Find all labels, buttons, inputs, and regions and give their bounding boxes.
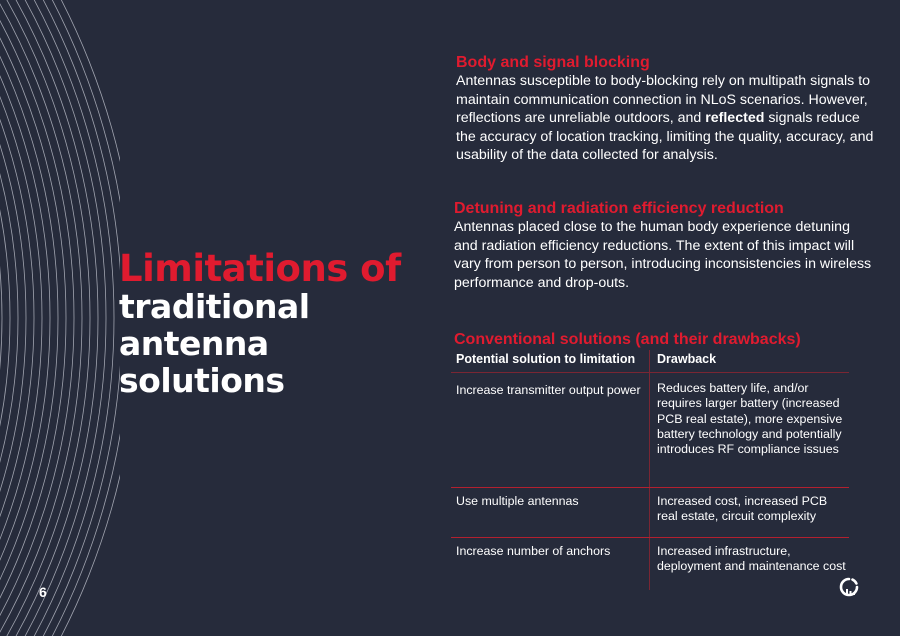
decorative-arc <box>0 0 2 636</box>
table-cell-drawback: Increased infrastructure, deployment and maintenance cost <box>657 544 846 574</box>
table-cell-drawback: Increased cost, increased PCB real estate, circuit complexity <box>657 494 828 524</box>
table-cell-solution: Increase transmitter output power <box>451 373 650 487</box>
section-body-blocking <box>456 54 876 165</box>
decorative-arc <box>0 0 114 636</box>
page-title-line-4: solutions <box>119 361 285 400</box>
body-text: Antennas susceptible to body-blocking rely on multipath signals to maintain communication connection in NLoS scenarios. However, reflections are unreliable outdoors, and <box>456 73 871 127</box>
decorative-arc <box>0 0 98 636</box>
decorative-arc <box>0 0 82 636</box>
table-row <box>451 373 849 488</box>
table-row <box>451 488 849 538</box>
section-title: Detuning and radiation efficiency reduction <box>454 200 784 217</box>
body-bold-text: reflected <box>705 110 765 127</box>
decorative-arc <box>0 0 34 636</box>
decorative-arc <box>0 0 42 636</box>
page-title <box>119 247 401 400</box>
solutions-table <box>451 350 849 590</box>
section-body <box>456 72 876 165</box>
page-title-line-3: antenna <box>119 324 269 363</box>
decorative-arcs <box>0 0 120 636</box>
body-text: signals reduce the accuracy of location tracking, limiting the quality, accuracy, and usability of the data collected for analysis. <box>456 110 874 164</box>
section-title: Conventional solutions (and their drawbacks) <box>454 331 801 348</box>
page-title-line-1: Limitations of <box>119 247 401 290</box>
table-header-row <box>451 350 849 373</box>
decorative-arc <box>0 0 58 636</box>
section-title: Body and signal blocking <box>456 54 650 71</box>
decorative-arc <box>0 0 74 636</box>
decorative-arc <box>0 0 10 636</box>
table-cell-solution: Increase number of anchors <box>451 538 650 590</box>
table-header-drawback: Drawback <box>657 352 717 366</box>
table-cell-solution: Use multiple antennas <box>451 488 650 537</box>
decorative-arc <box>0 0 26 636</box>
page-number: 6 <box>39 584 47 600</box>
section-detuning <box>454 200 874 292</box>
table-cell-drawback: Reduces battery life, and/or requires larger battery (increased PCB real estate), more expensive battery technology and potentially introduces RF compliance issues <box>657 381 843 457</box>
table-header-solution: Potential solution to limitation <box>451 350 650 372</box>
table-row <box>451 538 849 590</box>
section-body: Antennas placed close to the human body experience detuning and radiation efficiency reductions. The extent of this impact will vary from person to person, introducing inconsistencies in wireless performance and drop-outs. <box>454 219 872 291</box>
section-conventional-solutions <box>454 331 874 349</box>
page-title-line-2: traditional <box>119 287 310 326</box>
brand-logo-icon <box>837 576 861 598</box>
decorative-arc <box>0 0 18 636</box>
